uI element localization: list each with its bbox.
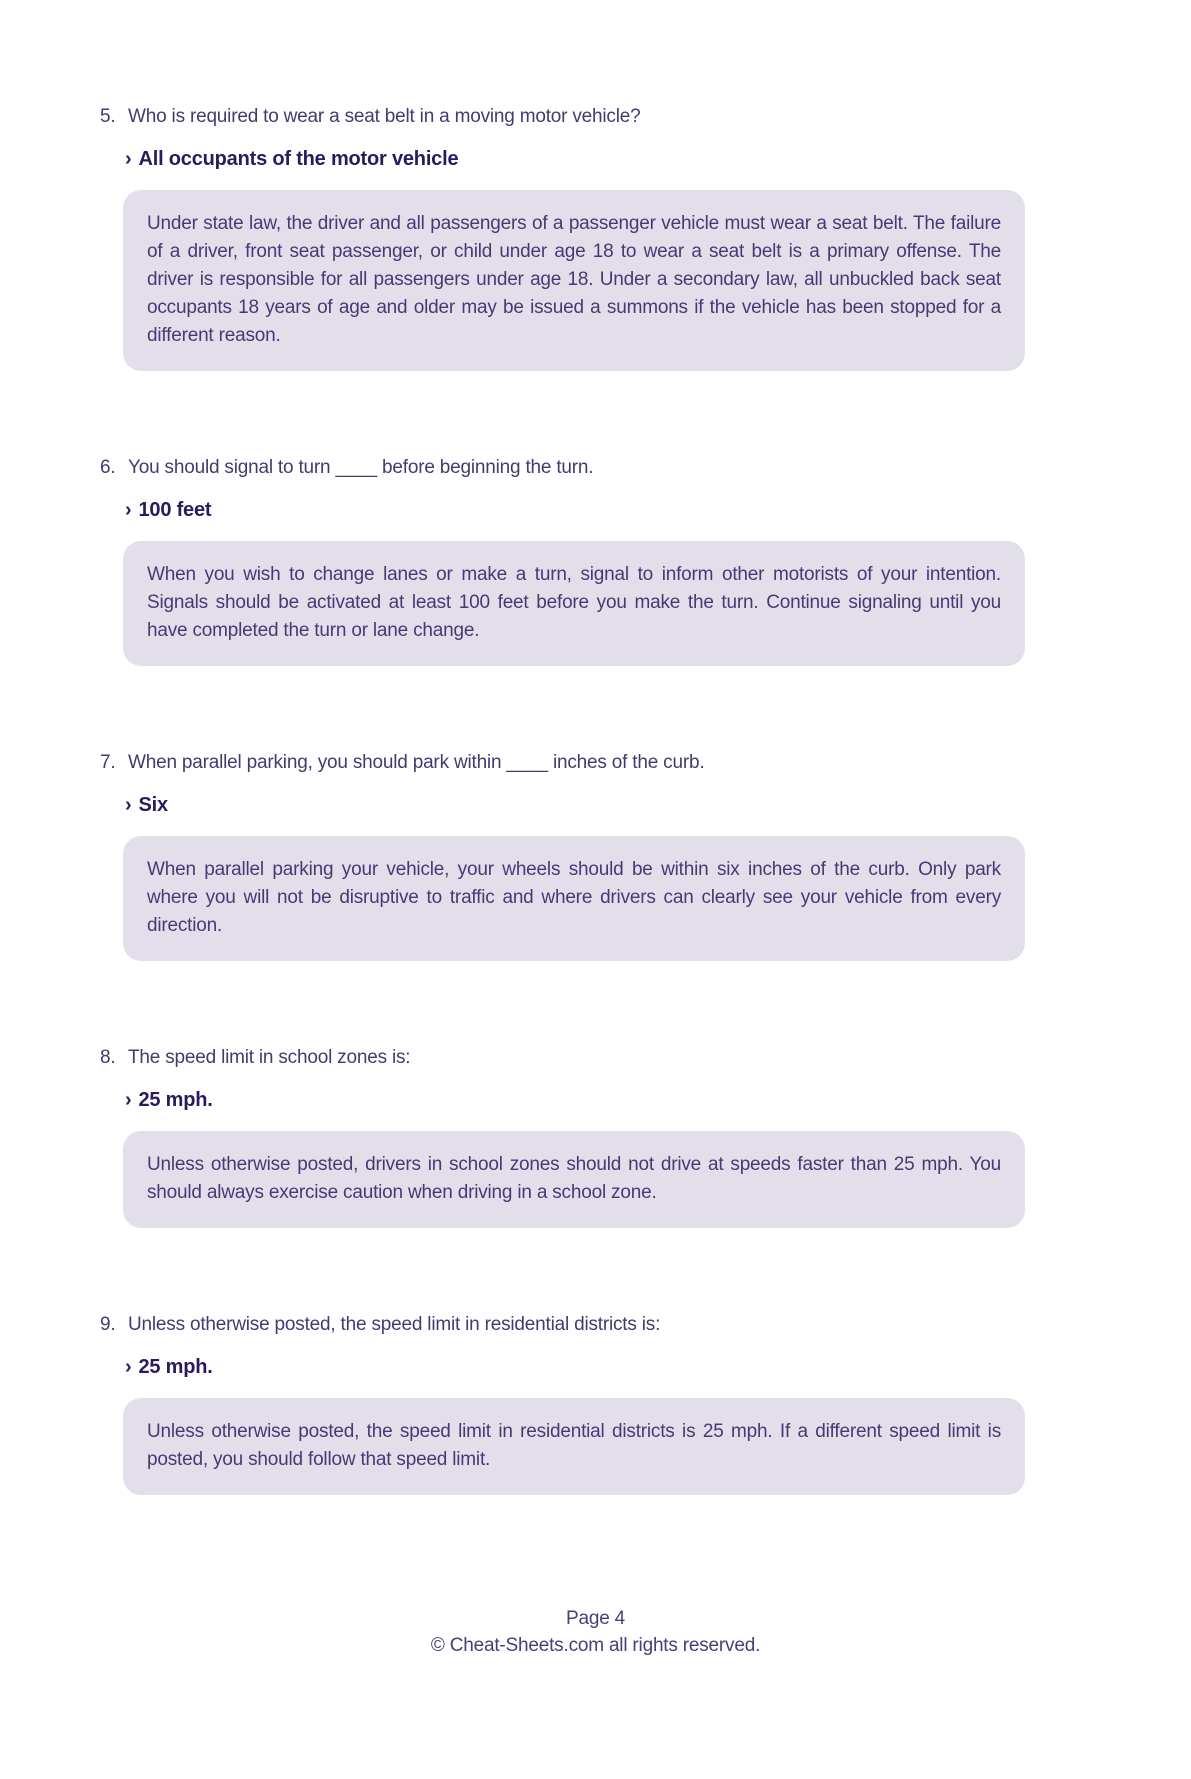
explanation-text: When you wish to change lanes or make a turn, signal to inform other motorists of your intention. Signals should be activated at least 100 feet before you make the turn. Continue signaling until you have completed the turn or lane change.: [147, 564, 1001, 641]
answer-line: [125, 497, 1125, 523]
answer-text: 25 mph.: [138, 1089, 213, 1111]
explanation-box: [123, 541, 1025, 666]
question-text: The speed limit in school zones is:: [128, 1047, 411, 1068]
question-text: Unless otherwise posted, the speed limit in residential districts is:: [128, 1314, 661, 1335]
chevron-right-icon: ›: [125, 148, 132, 170]
question-block: [100, 1045, 1125, 1228]
chevron-right-icon: ›: [125, 1089, 132, 1111]
answer-text: Six: [138, 794, 168, 816]
question-number: 6.: [100, 457, 116, 478]
answer-text: 100 feet: [138, 499, 212, 521]
answer-line: [125, 1087, 1125, 1113]
explanation-text: Unless otherwise posted, the speed limit in residential districts is 25 mph. If a different speed limit is posted, you should follow that speed limit.: [147, 1421, 1001, 1470]
answer-line: [125, 146, 1125, 172]
page-number: Page 4: [565, 1608, 626, 1629]
question-text: You should signal to turn ____ before beginning the turn.: [128, 457, 594, 478]
question-line: [100, 1312, 1125, 1338]
explanation-box: [123, 836, 1025, 961]
question-number: 9.: [100, 1314, 116, 1335]
question-line: [100, 750, 1125, 776]
page-footer: [0, 1605, 1191, 1779]
explanation-box: [123, 1398, 1025, 1495]
question-line: [100, 104, 1125, 130]
answer-line: [125, 1354, 1125, 1380]
explanation-text: When parallel parking your vehicle, your wheels should be within six inches of the curb. Only park where you will not be disruptive to traffic and where drivers can clearly see your vehicle from every direction.: [147, 859, 1001, 936]
question-number: 8.: [100, 1047, 116, 1068]
explanation-text: Unless otherwise posted, drivers in school zones should not drive at speeds faster than 25 mph. You should always exercise caution when driving in a school zone.: [147, 1154, 1001, 1203]
explanation-text: Under state law, the driver and all passengers of a passenger vehicle must wear a seat belt. The failure of a driver, front seat passenger, or child under age 18 to wear a seat belt is a primary offense. The driver is responsible for all passengers under age 18. Under a secondary law, all unbuckled back seat occupants 18 years of age and older may be issued a summons if the vehicle has been stopped for a different reason.: [147, 213, 1001, 346]
answer-line: [125, 792, 1125, 818]
question-text: Who is required to wear a seat belt in a moving motor vehicle?: [128, 106, 641, 127]
question-block: [100, 455, 1125, 666]
question-text: When parallel parking, you should park within ____ inches of the curb.: [128, 752, 705, 773]
answer-text: All occupants of the motor vehicle: [138, 148, 459, 170]
answer-text: 25 mph.: [138, 1356, 213, 1378]
chevron-right-icon: ›: [125, 794, 132, 816]
question-block: [100, 750, 1125, 961]
chevron-right-icon: ›: [125, 1356, 132, 1378]
copyright-text: © Cheat-Sheets.com all rights reserved.: [430, 1635, 761, 1656]
question-line: [100, 1045, 1125, 1071]
question-block: [100, 104, 1125, 371]
question-block: [100, 1312, 1125, 1495]
chevron-right-icon: ›: [125, 499, 132, 521]
question-line: [100, 455, 1125, 481]
explanation-box: [123, 1131, 1025, 1228]
question-number: 7.: [100, 752, 116, 773]
question-number: 5.: [100, 106, 116, 127]
explanation-box: [123, 190, 1025, 371]
